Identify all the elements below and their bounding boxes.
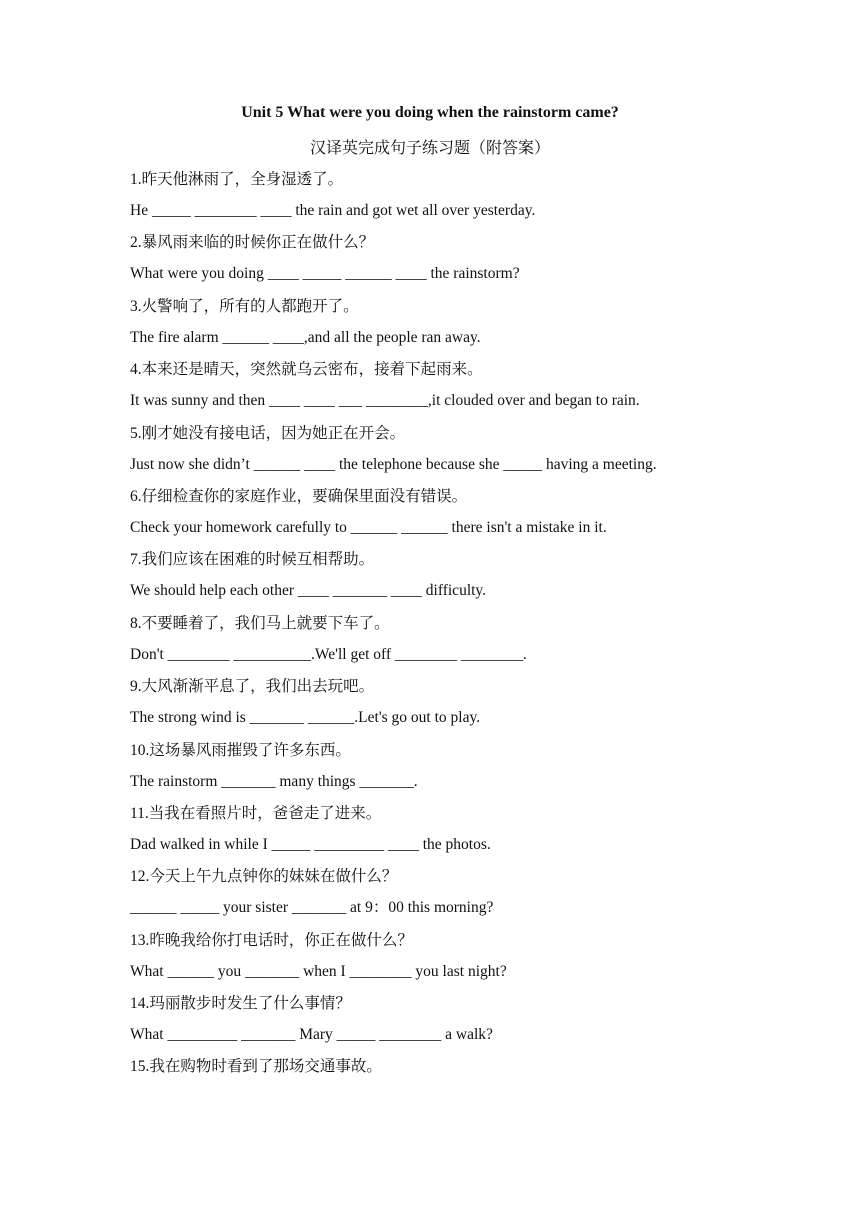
chinese-prompt: 13.昨晚我给你打电话时，你正在做什么？ xyxy=(130,931,413,949)
english-sentence: The fire alarm ______ ____,and all the people ran away. xyxy=(130,328,481,346)
exercise-item xyxy=(130,613,750,676)
exercise-item xyxy=(130,866,750,929)
exercise-item xyxy=(130,803,750,866)
chinese-prompt: 8.不要睡着了，我们马上就要下车了。 xyxy=(130,614,390,632)
exercise-item xyxy=(130,740,750,803)
english-sentence: Dad walked in while I _____ _________ ____ the photos. xyxy=(130,835,491,853)
exercise-item xyxy=(130,930,750,993)
document-title: Unit 5 What were you doing when the rainstorm came? xyxy=(241,104,619,121)
chinese-prompt: 7.我们应该在困难的时候互相帮助。 xyxy=(130,551,375,569)
exercise-item xyxy=(130,486,750,549)
english-sentence: It was sunny and then ____ ____ ___ ________,it clouded over and began to rain. xyxy=(130,392,640,410)
chinese-prompt: 2.暴风雨来临的时候你正在做什么？ xyxy=(130,234,375,252)
english-sentence: The rainstorm _______ many things _______. xyxy=(130,772,418,790)
document-subtitle: 汉译英完成句子练习题（附答案） xyxy=(309,140,550,157)
exercise-item xyxy=(130,676,750,739)
exercise-list xyxy=(130,169,750,1086)
chinese-prompt: 5.刚才她没有接电话，因为她正在开会。 xyxy=(130,424,406,442)
exercise-item xyxy=(130,423,750,486)
chinese-prompt: 3.火警响了，所有的人都跑开了。 xyxy=(130,297,359,315)
exercise-item xyxy=(130,296,750,359)
chinese-prompt: 4.本来还是晴天，突然就乌云密布，接着下起雨来。 xyxy=(130,361,483,379)
english-sentence: Don't ________ __________.We'll get off ________ ________. xyxy=(130,645,527,663)
english-sentence: What _________ _______ Mary _____ ________ a walk? xyxy=(130,1026,493,1044)
chinese-prompt: 15.我在购物时看到了那场交通事故。 xyxy=(130,1058,382,1076)
english-sentence: ______ _____ your sister _______ at 9：00 this morning? xyxy=(130,899,494,917)
exercise-item xyxy=(130,993,750,1056)
english-sentence: The strong wind is _______ ______.Let's go out to play. xyxy=(130,709,481,727)
chinese-prompt: 11.当我在看照片时，爸爸走了进来。 xyxy=(130,804,382,822)
exercise-item xyxy=(130,359,750,422)
english-sentence: Just now she didn’t ______ ____ the telephone because she _____ having a meeting. xyxy=(130,455,657,473)
english-sentence: He _____ ________ ____ the rain and got wet all over yesterday. xyxy=(130,202,536,219)
chinese-prompt: 14.玛丽散步时发生了什么事情？ xyxy=(130,995,351,1013)
exercise-item xyxy=(130,232,750,295)
chinese-prompt: 9.大风渐渐平息了，我们出去玩吧。 xyxy=(130,678,375,696)
chinese-prompt: 6.仔细检查你的家庭作业，要确保里面没有错误。 xyxy=(130,487,468,505)
english-sentence: Check your homework carefully to ______ ______ there isn't a mistake in it. xyxy=(130,518,607,536)
english-sentence: What ______ you _______ when I ________ you last night? xyxy=(130,962,507,980)
chinese-prompt: 12.今天上午九点钟你的妹妹在做什么？ xyxy=(130,868,398,886)
english-sentence: What were you doing ____ _____ ______ ____ the rainstorm? xyxy=(130,265,520,283)
english-sentence: We should help each other ____ _______ ____ difficulty. xyxy=(130,582,487,600)
exercise-item xyxy=(130,549,750,612)
chinese-prompt: 10.这场暴风雨摧毁了许多东西。 xyxy=(130,741,351,759)
chinese-prompt: 1.昨天他淋雨了，全身湿透了。 xyxy=(130,171,344,188)
exercise-item xyxy=(130,169,750,232)
